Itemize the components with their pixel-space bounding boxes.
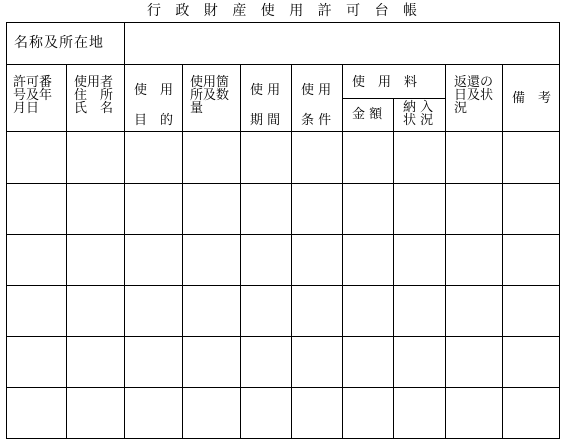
header-fee-amount: 金 額 — [352, 107, 383, 122]
header-conditions: 使 用 条 件 — [301, 83, 332, 128]
header-period: 使 用 期 間 — [250, 83, 281, 128]
header-return-status: 返還の 日及状 況 — [454, 75, 494, 116]
header-location-quantity: 使用箇 所及数 量 — [190, 75, 230, 116]
name-location-label: 名称及所在地 — [14, 35, 104, 51]
header-purpose: 使 用 目 的 — [134, 83, 174, 128]
form-title: 行 政 財 産 使 用 許 可 台 帳 — [146, 3, 423, 19]
header-fee-group: 使 用 料 — [352, 75, 418, 90]
header-remarks: 備 考 — [512, 91, 552, 106]
header-fee-payment: 納 入 状 況 — [403, 100, 434, 128]
header-user: 使用者 住 所 氏 名 — [74, 75, 114, 116]
header-permit: 許可番 号及年 月日 — [13, 75, 53, 116]
